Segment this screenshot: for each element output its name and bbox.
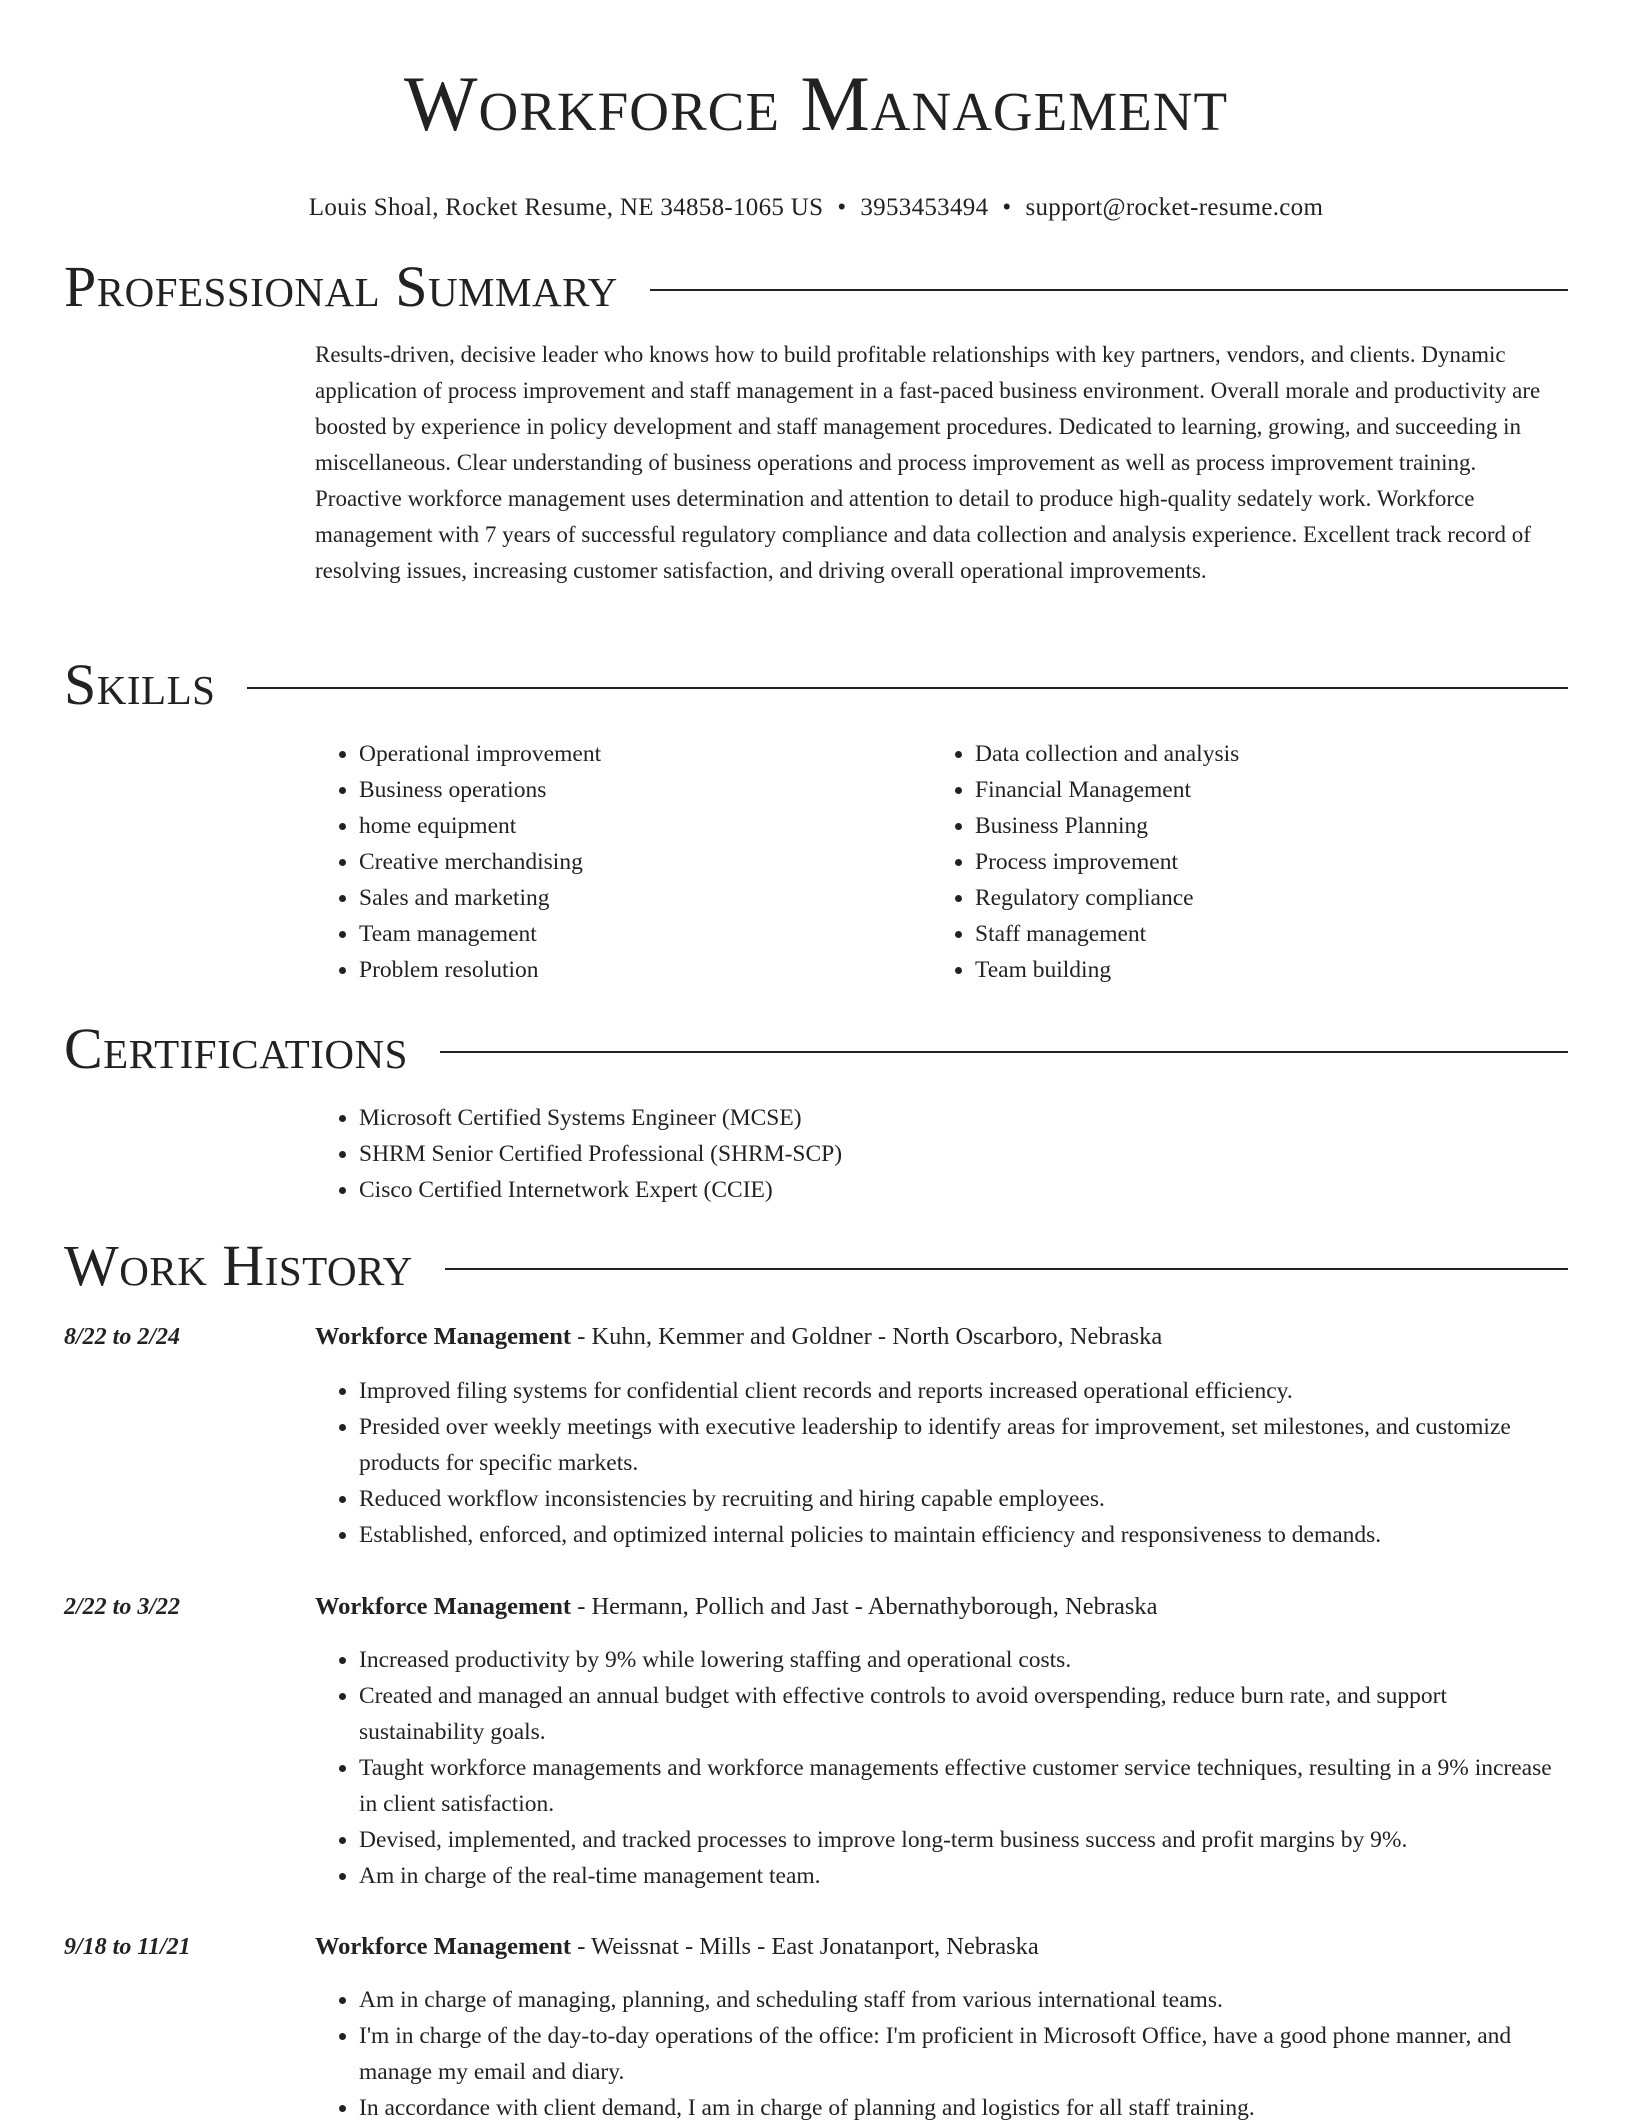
skills-section-header — [64, 652, 1568, 718]
summary-section-header — [64, 254, 1568, 320]
skill-item: • Creative merchandising — [359, 844, 915, 880]
skill-item: • Team management — [359, 916, 915, 952]
skill-item: • Problem resolution — [359, 952, 915, 988]
contact-separator: • — [837, 194, 847, 221]
summary-text: Results-driven, decisive leader who knows how to build profitable relationships with key partners, vendors, and clients. Dynamic application of process improvement and staff management in a fast-paced business environment. Overall morale and productivity are boosted by experience in policy development and staff management procedures. Dedicated to learning, growing, and succeeding in miscellaneous. Clear understanding of business operations and process improvement as well as process improvement training. Proactive workforce management uses determination and attention to detail to produce high-quality sedately work. Workforce management with 7 years of successful regulatory compliance and data collection and analysis experience. Excellent track record of resolving issues, increasing customer satisfaction, and driving overall operational improvements. — [315, 342, 1541, 583]
summary-heading: Professional Summary — [64, 254, 618, 319]
resume-page — [64, 0, 1568, 2121]
contact-address: Louis Shoal, Rocket Resume, NE 34858-1065 US — [308, 194, 824, 221]
job-bullets — [315, 1642, 1568, 1894]
job-title: Workforce Management — [315, 1593, 572, 1620]
job-bullet: • Established, enforced, and optimized internal policies to maintain efficiency and responsiveness to demands. — [359, 1517, 1568, 1553]
certifications-heading: Certifications — [64, 1016, 408, 1081]
job-heading — [315, 1591, 1568, 1623]
certification-item: • Microsoft Certified Systems Engineer (MCSE) — [359, 1100, 1568, 1136]
contact-email[interactable]: support@rocket-resume.com — [1025, 194, 1324, 221]
job-bullet: • Am in charge of the real-time management team. — [359, 1858, 1568, 1894]
contact-line — [64, 192, 1568, 224]
certifications-list — [315, 1100, 1568, 1208]
skill-item: • Sales and marketing — [359, 880, 915, 916]
job-title: Workforce Management — [315, 1323, 572, 1350]
contact-separator: • — [1002, 194, 1012, 221]
section-divider — [445, 1268, 1568, 1270]
section-divider — [650, 289, 1568, 291]
work-history-section-header — [64, 1233, 1568, 1299]
skill-item: • Business Planning — [975, 808, 1531, 844]
job-employer: - Hermann, Pollich and Jast - Abernathyborough, Nebraska — [571, 1593, 1158, 1620]
certifications-section-header — [64, 1016, 1568, 1082]
job-bullets — [315, 1982, 1568, 2126]
job-bullet: • Created and managed an annual budget with effective controls to avoid overspending, reduce burn rate, and support sustainability goals. — [359, 1678, 1568, 1750]
skill-item: • Data collection and analysis — [975, 736, 1531, 772]
job-bullet: • Reduced workflow inconsistencies by recruiting and hiring capable employees. — [359, 1481, 1568, 1517]
skills-left-column — [315, 736, 915, 988]
certification-item: • SHRM Senior Certified Professional (SHRM-SCP) — [359, 1136, 1568, 1172]
job-dates: 9/18 to 11/21 — [64, 1934, 191, 1960]
skill-item: • Team building — [975, 952, 1531, 988]
skill-item: • Process improvement — [975, 844, 1531, 880]
job-dates: 8/22 to 2/24 — [64, 1324, 181, 1350]
job-bullet: • Am in charge of managing, planning, and scheduling staff from various international teams. — [359, 1982, 1568, 2018]
job-title: Workforce Management — [315, 1933, 572, 1960]
job-bullet: • Improved filing systems for confidential client records and reports increased operational efficiency. — [359, 1373, 1568, 1409]
job-employer: - Weissnat - Mills - East Jonatanport, Nebraska — [571, 1933, 1039, 1960]
job-bullets — [315, 1373, 1568, 1553]
contact-phone: 3953453494 — [860, 194, 989, 221]
job-bullet: • Presided over weekly meetings with executive leadership to identify areas for improvement, set milestones, and customize products for specific markets. — [359, 1409, 1568, 1481]
skill-item: • Operational improvement — [359, 736, 915, 772]
job-dates: 2/22 to 3/22 — [64, 1594, 181, 1620]
job-bullet: • Devised, implemented, and tracked processes to improve long-term business success and profit margins by 9%. — [359, 1822, 1568, 1858]
skills-right-column — [931, 736, 1531, 988]
work-history-heading: Work History — [64, 1233, 413, 1298]
job-bullet: • In accordance with client demand, I am in charge of planning and logistics for all staff training. — [359, 2090, 1568, 2126]
skill-item: • Financial Management — [975, 772, 1531, 808]
section-divider — [440, 1051, 1568, 1053]
job-heading — [315, 1931, 1568, 1963]
skill-item: • Regulatory compliance — [975, 880, 1531, 916]
job-bullet: • Taught workforce managements and workforce managements effective customer service techniques, resulting in a 9% increase in client satisfaction. — [359, 1750, 1568, 1822]
certification-item: • Cisco Certified Internetwork Expert (CCIE) — [359, 1172, 1568, 1208]
job-employer: - Kuhn, Kemmer and Goldner - North Oscarboro, Nebraska — [571, 1323, 1163, 1350]
skill-item: • home equipment — [359, 808, 915, 844]
job-bullet: • I'm in charge of the day-to-day operations of the office: I'm proficient in Microsoft Office, have a good phone manner, and manage my email and diary. — [359, 2018, 1568, 2090]
skills-heading: Skills — [64, 652, 216, 717]
skill-item: • Staff management — [975, 916, 1531, 952]
job-heading — [315, 1321, 1568, 1353]
resume-title: Workforce Management — [403, 60, 1229, 147]
job-bullet: • Increased productivity by 9% while lowering staffing and operational costs. — [359, 1642, 1568, 1678]
section-divider — [247, 687, 1568, 689]
skill-item: • Business operations — [359, 772, 915, 808]
